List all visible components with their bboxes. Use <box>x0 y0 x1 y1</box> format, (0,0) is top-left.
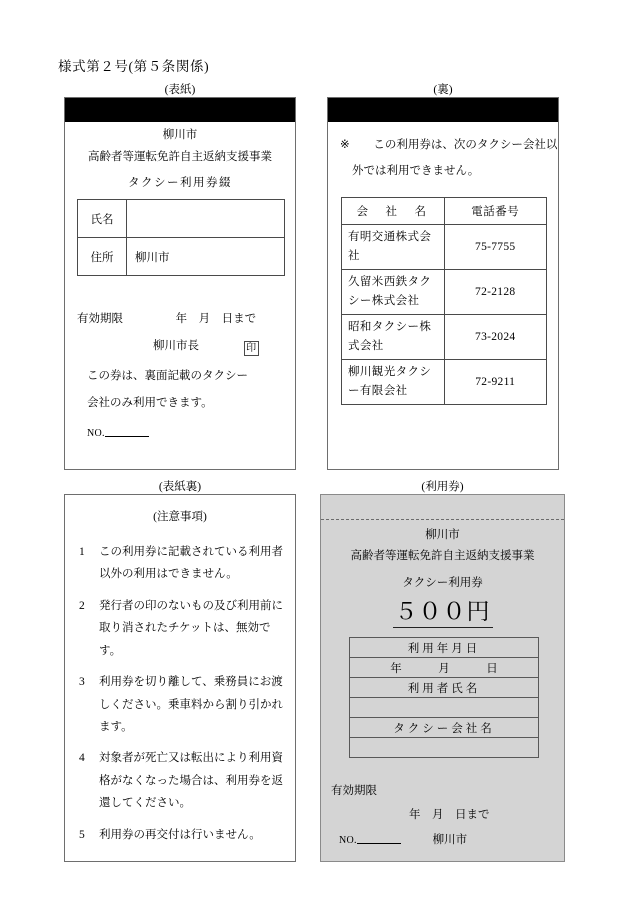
column-header-company: 会 社 名 <box>342 198 445 225</box>
front-cover-no-field[interactable] <box>87 423 149 441</box>
note-mark: ※ <box>340 139 350 151</box>
front-cover-notice-line-1: この券は、裏面記載のタクシー <box>87 370 248 382</box>
voucher-city: 柳川市 <box>425 529 460 541</box>
user-name-label: 利用者氏名 <box>350 678 539 698</box>
note-number: 5 <box>79 828 85 841</box>
back-cover-note-row-1 <box>340 137 558 154</box>
taxi-company-input[interactable] <box>350 738 539 758</box>
table-row <box>342 225 547 270</box>
back-cover-note-line-1: この利用券は、次のタクシー会社以 <box>373 139 558 151</box>
list-item <box>79 747 285 814</box>
front-cover-card <box>64 97 296 470</box>
no-label: NO. <box>339 835 357 846</box>
issuer-row <box>153 338 259 356</box>
voucher-amount-row <box>321 593 564 628</box>
company-name: 久留米西鉄タクシー株式会社 <box>342 269 445 314</box>
expiry-row <box>77 311 256 328</box>
voucher-program-title: 高齢者等運転免許自主返納支援事業 <box>350 550 535 563</box>
table-row <box>350 678 539 698</box>
note-number: 3 <box>79 676 85 689</box>
voucher-footer-row <box>339 832 467 849</box>
address-label: 住所 <box>78 238 127 276</box>
table-row <box>78 200 285 238</box>
voucher-caption: (利用券) <box>421 481 464 493</box>
table-row <box>350 738 539 758</box>
voucher-title: タクシー利用券 <box>402 576 483 589</box>
front-cover-program-title: 高齢者等運転免許自主返納支援事業 <box>88 151 272 164</box>
voucher-usage-table <box>349 637 539 758</box>
voucher-issuer-city: 柳川市 <box>432 834 468 846</box>
front-cover-city: 柳川市 <box>162 129 198 141</box>
note-number: 4 <box>79 752 85 765</box>
issuer-name: 柳川市長 <box>153 340 199 352</box>
company-name: 昭和タクシー株式会社 <box>342 314 445 359</box>
note-text: 発行者の印のないもの及び利用前に取り消されたチケットは、無効です。 <box>99 599 283 657</box>
name-label: 氏名 <box>78 200 127 238</box>
note-number: 1 <box>79 546 85 558</box>
list-item <box>79 824 285 846</box>
date-month-label: 月 <box>438 662 450 675</box>
list-item <box>79 595 285 662</box>
usage-date-label: 利用年月日 <box>350 638 539 658</box>
list-item <box>79 541 285 586</box>
company-telephone: 73-2024 <box>444 314 547 359</box>
inside-cover-caption: (表紙裏) <box>158 481 202 493</box>
name-address-table <box>77 199 285 276</box>
table-row <box>342 314 547 359</box>
front-cover-booklet-title: タクシー利用券綴 <box>128 176 232 189</box>
voucher-expiry-label: 有効期限 <box>331 785 377 797</box>
table-row <box>342 269 547 314</box>
back-cover-card <box>327 97 559 470</box>
taxi-company-table <box>341 197 547 405</box>
company-name: 有明交通株式会社 <box>342 225 445 270</box>
table-row <box>342 359 547 404</box>
note-number: 2 <box>79 599 85 612</box>
form-number: 様式第２号(第５条関係) <box>58 59 210 74</box>
front-cover-caption: (表紙) <box>164 84 196 96</box>
note-text: 利用券の再交付は行いません。 <box>99 828 261 841</box>
notes-list <box>79 541 285 855</box>
date-day-label: 日 <box>486 662 498 675</box>
table-row <box>350 718 539 738</box>
table-row <box>350 658 539 678</box>
voucher-card <box>320 494 565 862</box>
table-header-row <box>342 198 547 225</box>
company-telephone: 72-2128 <box>444 269 547 314</box>
table-row <box>350 638 539 658</box>
company-telephone: 75-7755 <box>444 225 547 270</box>
voucher-amount: ５００円 <box>393 593 493 628</box>
date-year-label: 年 <box>390 662 402 675</box>
company-telephone: 72-9211 <box>444 359 547 404</box>
table-row <box>350 698 539 718</box>
front-cover-header-bar <box>65 98 295 122</box>
expiry-label: 有効期限 <box>77 313 123 325</box>
expiry-date[interactable]: 年 月 日まで <box>175 313 257 325</box>
address-value[interactable]: 柳川市 <box>127 238 285 276</box>
list-item <box>79 671 285 738</box>
back-cover-note-line-2: 外では利用できません。 <box>352 165 480 178</box>
user-name-input[interactable] <box>350 698 539 718</box>
inside-cover-card <box>64 494 296 862</box>
inside-cover-title: (注意事項) <box>153 511 207 523</box>
note-text: 対象者が死亡又は転出により利用資格がなくなった場合は、利用券を返還してください。 <box>99 752 283 810</box>
table-row <box>78 238 285 276</box>
company-name: 柳川観光タクシー有限会社 <box>342 359 445 404</box>
front-cover-notice-line-2: 会社のみ利用できます。 <box>87 397 213 410</box>
voucher-expiry-date[interactable]: 年 月 日まで <box>409 809 490 821</box>
note-text: 利用券を切り離して、乗務員にお渡しください。乗車料から割り引かれます。 <box>99 676 283 733</box>
note-text: この利用券に記載されている利用者以外の利用はできません。 <box>99 546 283 581</box>
no-input-rule[interactable] <box>105 425 149 437</box>
seal-icon: 印 <box>244 341 259 356</box>
no-label: NO. <box>87 428 105 439</box>
name-value[interactable] <box>127 200 285 238</box>
column-header-telephone: 電話番号 <box>444 198 547 225</box>
back-cover-header-bar <box>328 98 558 122</box>
no-input-rule[interactable] <box>357 832 401 844</box>
back-cover-caption: (裏) <box>433 84 453 96</box>
usage-date-input[interactable] <box>350 658 539 678</box>
perforation-line <box>321 519 564 520</box>
taxi-company-label: タクシー会社名 <box>350 718 539 738</box>
